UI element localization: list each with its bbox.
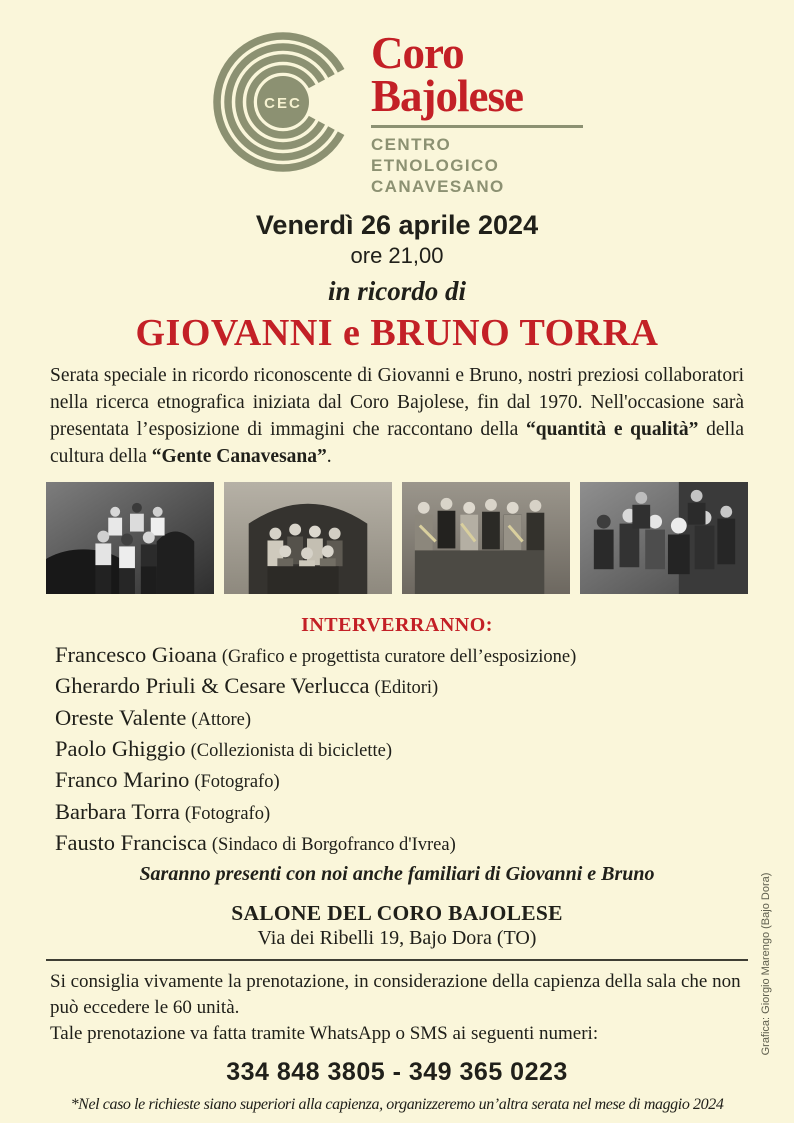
speaker-role: (Grafico e progettista curatore dell’esposizione) bbox=[221, 646, 577, 667]
event-photo-3 bbox=[402, 482, 570, 594]
event-photo-1 bbox=[46, 482, 214, 594]
event-title: GIOVANNI e BRUNO TORRA bbox=[135, 312, 659, 355]
event-description bbox=[50, 363, 744, 471]
speaker-name: Oreste Valente bbox=[55, 704, 187, 730]
booking-info-line1: Si consiglia vivamente la prenotazione, in considerazione della capienza della sala che non può eccedere le 60 unità. bbox=[50, 971, 741, 1018]
speaker-role: (Collezionista di biciclette) bbox=[190, 740, 393, 761]
family-note: Saranno presenti con noi anche familiari di Giovanni e Bruno bbox=[139, 863, 655, 886]
speaker-name: Franco Marino bbox=[55, 767, 190, 793]
speaker-name: Barbara Torra bbox=[55, 798, 180, 824]
event-photo-2 bbox=[224, 482, 392, 594]
org-name-line1: CENTRO bbox=[371, 134, 452, 154]
speaker-role: (Attore) bbox=[191, 709, 252, 730]
brand-name-line1: Coro bbox=[371, 28, 464, 78]
speaker-name: Francesco Gioana bbox=[55, 641, 217, 667]
speaker-row bbox=[55, 829, 794, 857]
logo bbox=[0, 0, 794, 197]
event-photo-4 bbox=[580, 482, 748, 594]
venue-address: Via dei Ribelli 19, Bajo Dora (TO) bbox=[257, 927, 537, 950]
logo-divider bbox=[371, 125, 583, 128]
org-name-line2: ETNOLOGICO bbox=[371, 155, 500, 175]
speakers-heading: INTERVERRANNO: bbox=[301, 613, 493, 636]
brand-name-line2: Bajolese bbox=[371, 70, 523, 121]
capacity-footnote: *Nel caso le richieste siano superiori alla capienza, organizzeremo un’altra serata nel mese di maggio 2024 bbox=[70, 1096, 724, 1114]
speaker-role: (Fotografo) bbox=[184, 803, 271, 824]
cec-rings-icon bbox=[211, 26, 363, 178]
speaker-name: Fausto Francisca bbox=[55, 829, 207, 855]
speaker-role: (Sindaco di Borgofranco d'Ivrea) bbox=[211, 834, 456, 855]
speaker-role: (Editori) bbox=[374, 678, 439, 699]
description-part1: Serata speciale in ricordo riconoscente di Giovanni e Bruno, nostri preziosi collaboratori nella ricerca etnografica iniziata dal Coro Bajolese, fin dal 1970. Nell'occasione sarà presentata l’esposizione di immagini che raccontano della bbox=[50, 365, 744, 441]
section-divider bbox=[46, 959, 748, 961]
speaker-row bbox=[55, 641, 794, 669]
logo-text bbox=[371, 26, 583, 197]
description-part2: della cultura della bbox=[50, 419, 744, 467]
org-name-line3: CANAVESANO bbox=[371, 177, 505, 196]
booking-info-line2: Tale prenotazione va fatta tramite WhatsApp o SMS ai seguenti numeri: bbox=[50, 1022, 599, 1044]
speaker-row bbox=[55, 735, 794, 763]
speakers-list bbox=[55, 641, 794, 857]
svg-text:CEC: CEC bbox=[264, 95, 302, 112]
phone-numbers: 334 848 3805 - 349 365 0223 bbox=[226, 1058, 568, 1087]
designer-credit: Grafica: Giorgio Marengo (Bajo Dora) bbox=[760, 872, 772, 1056]
photo-strip bbox=[46, 482, 748, 594]
event-date: Venerdì 26 aprile 2024 bbox=[255, 210, 539, 241]
venue-name: SALONE DEL CORO BAJOLESE bbox=[231, 901, 563, 926]
speaker-name: Paolo Ghiggio bbox=[55, 735, 186, 761]
description-part3: . bbox=[326, 445, 332, 467]
event-time: ore 21,00 bbox=[350, 243, 444, 269]
speaker-name: Gherardo Priuli & Cesare Verlucca bbox=[55, 673, 370, 699]
description-quoted1: “quantità e qualità” bbox=[525, 419, 699, 441]
speaker-row bbox=[55, 766, 794, 794]
speaker-row bbox=[55, 704, 794, 732]
dedication-intro: in ricordo di bbox=[327, 276, 467, 307]
speaker-row bbox=[55, 672, 794, 700]
speaker-row bbox=[55, 798, 794, 826]
description-quoted2: “Gente Canavesana” bbox=[151, 445, 327, 467]
speaker-role: (Fotografo) bbox=[194, 772, 280, 793]
